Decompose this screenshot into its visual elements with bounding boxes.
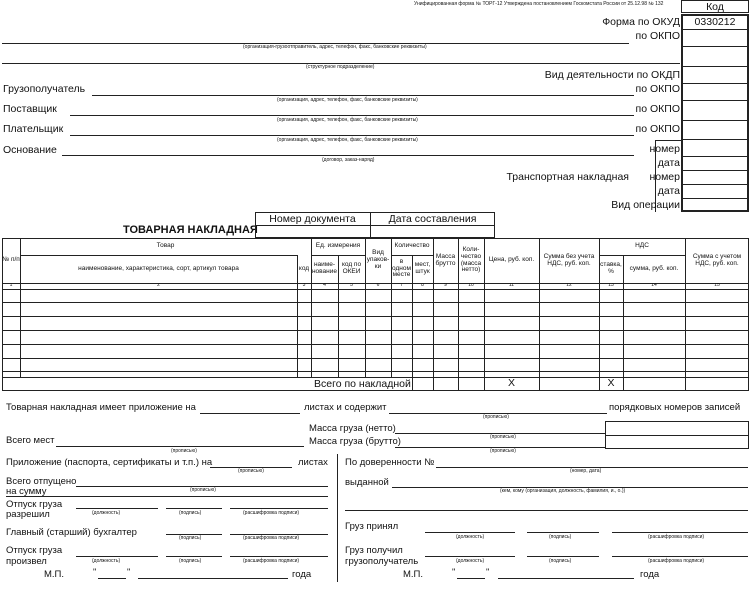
col-number: 7 (400, 283, 403, 289)
col-number: 10 (468, 283, 474, 289)
doc-date-label: Дата составления (388, 213, 477, 225)
okpo-label-1: по ОКПО (635, 30, 680, 42)
in-words-caption: (прописью) (490, 434, 516, 440)
stamp-label-right: М.П. (403, 569, 424, 580)
code-column (681, 14, 749, 212)
release-made-label-2: произвел (6, 556, 47, 567)
th-goods-code: код (298, 264, 310, 272)
position-caption: (должность) (456, 534, 485, 540)
th-price: Цена, руб. коп. (488, 256, 535, 264)
release-made-label-1: Отпуск груза (6, 545, 63, 556)
appendix-docs-label: Приложение (паспорта, сертификаты и т.п.) на (6, 457, 213, 468)
issued-label: выданной (345, 477, 389, 488)
signature-caption: (подпись) (179, 558, 202, 564)
signature-decoded-caption: (расшифровка подписи) (243, 535, 300, 541)
in-words-caption: (прописью) (490, 448, 516, 454)
th-number: № п/п (2, 256, 20, 264)
cargo-accepted-label: Груз принял (345, 521, 399, 532)
mass-net-label: Масса груза (нетто) (309, 423, 396, 434)
consignee-line (92, 95, 634, 96)
position-caption: (должность) (92, 558, 121, 564)
in-words-caption: (прописью) (238, 468, 264, 474)
col-number: 14 (651, 283, 657, 289)
th-goods-name: наименование, характеристика, сорт, артикул товара (78, 264, 239, 272)
total-label: Всего по накладной (314, 378, 411, 390)
total-released-label-2: на сумму (6, 486, 47, 497)
th-qty-in-place: в одном месте (392, 257, 411, 279)
th-vat-sum: сумма, руб. коп. (629, 264, 679, 272)
col-number: 2 (157, 283, 160, 289)
payer-caption: (организация, адрес, телефон, факс, банковские реквизиты) (277, 137, 418, 143)
th-unit: Ед. измерения (315, 242, 361, 250)
quote-open-left: " (93, 567, 97, 578)
quote-close-right: " (486, 567, 490, 578)
signature-decoded-caption: (расшифровка подписи) (243, 558, 300, 564)
th-unit-name: наиме- нование (311, 261, 338, 275)
col-number: 8 (421, 283, 424, 289)
th-mass-gross: Масса брутто (435, 252, 456, 267)
consignee-label: Грузополучатель (3, 83, 86, 95)
signature-decoded-caption: (расшифровка подписи) (243, 510, 300, 516)
cargo-received-label-1: Груз получил (345, 545, 403, 556)
year-label-left: года (292, 569, 312, 580)
col-number: 1 (9, 283, 13, 289)
col-number: 9 (444, 283, 447, 289)
code-title: Код (706, 1, 724, 13)
sheets-contains-label: листах и содержит (304, 402, 387, 413)
th-quantity: Количество (394, 242, 430, 250)
power-of-attorney-label: По доверенности № (345, 457, 435, 468)
position-caption: (должность) (456, 558, 485, 564)
okud-code: 0330212 (694, 16, 736, 28)
issued-caption: (кем, кому (организация, должность, фамилия, и., о.)) (500, 488, 626, 494)
sheets-label: листах (298, 457, 328, 468)
col-number: 3 (302, 283, 306, 289)
transport-number-label: номер (649, 171, 680, 183)
signature-decoded-caption: (расшифровка подписи) (648, 534, 705, 540)
quote-open-right: " (452, 567, 456, 578)
col-number: 4 (323, 283, 326, 289)
chief-accountant-label: Главный (старший) бухгалтер (6, 527, 137, 538)
signature-decoded-caption: (расшифровка подписи) (648, 558, 705, 564)
quote-close-left: " (127, 567, 131, 578)
basis-line (62, 155, 634, 156)
basis-label: Основание (3, 144, 57, 156)
th-qty-net: Коли- чество (масса нетто) (460, 245, 482, 274)
doc-number-label: Номер документа (269, 213, 356, 225)
signature-caption: (подпись) (179, 535, 202, 541)
th-vat-rate: ставка, % (600, 261, 622, 275)
stamp-label-left: М.П. (44, 569, 65, 580)
col-number: 13 (608, 283, 614, 289)
th-goods: Товар (156, 242, 175, 250)
th-unit-okei: код по ОКЕИ (341, 261, 362, 275)
number-date-caption: (номер, дата) (570, 468, 602, 474)
th-sum-no-vat: Сумма без учета НДС, руб. коп. (543, 252, 595, 267)
col-number: 6 (376, 283, 380, 289)
mass-gross-label: Масса груза (брутто) (309, 436, 401, 447)
okpo-label-4: по ОКПО (635, 123, 680, 135)
position-caption: (должность) (92, 510, 121, 516)
division-caption: (структурное подразделение) (306, 64, 375, 70)
payer-label: Плательщик (3, 123, 64, 135)
in-words-caption: (прописью) (483, 414, 509, 420)
th-package: Вид упаков- ки (366, 249, 390, 270)
th-qty-places: мест, штук (414, 261, 431, 275)
basis-date-label: дата (657, 157, 680, 169)
in-words-caption: (прописью) (190, 487, 216, 493)
shipper-caption: (организация-грузоотправитель, адрес, телефон, факс, банковские реквизиты) (243, 44, 427, 50)
total-released-label-1: Всего отпущено (6, 476, 77, 487)
appendix-label: Товарная накладная имеет приложение на (6, 402, 196, 413)
operation-type-label: Вид операции (611, 199, 680, 211)
basis-number-label: номер (649, 143, 680, 155)
signature-caption: (подпись) (549, 558, 572, 564)
release-allowed-label-2: разрешил (6, 509, 50, 520)
supplier-caption: (организация, адрес, телефон, факс, банковские реквизиты) (277, 117, 418, 123)
okpo-label-3: по ОКПО (635, 103, 680, 115)
col-number: 15 (714, 283, 720, 289)
code-title-box (681, 0, 749, 13)
payer-line (70, 135, 634, 136)
supplier-line (70, 115, 634, 116)
okpo-label-2: по ОКПО (635, 83, 680, 95)
total-vat-rate-x: X (607, 377, 615, 390)
supplier-label: Поставщик (3, 103, 57, 115)
th-sum-with-vat: Сумма с учетом НДС, руб. коп. (692, 252, 742, 267)
in-words-caption: (прописью) (171, 448, 197, 454)
cargo-received-label-2: грузополучатель (345, 556, 419, 567)
approval-note: Унифицированная форма № ТОРГ-12 Утверждена постановлением Госкомстата России от 25.12.98 № 132 (414, 1, 664, 7)
signature-caption: (подпись) (179, 510, 202, 516)
consignee-caption: (организация, адрес, телефон, факс, банковские реквизиты) (277, 97, 418, 103)
th-vat: НДС (635, 242, 649, 250)
total-places-label: Всего мест (6, 435, 55, 446)
records-label: порядковых номеров записей (609, 402, 741, 413)
document-title: ТОВАРНАЯ НАКЛАДНАЯ (123, 224, 258, 236)
release-allowed-label-1: Отпуск груза (6, 499, 63, 510)
transport-date-label: дата (657, 185, 680, 197)
transport-waybill-label: Транспортная накладная (506, 171, 629, 183)
col-number: 5 (350, 283, 353, 289)
total-price-x: X (507, 377, 515, 390)
year-label-right: года (640, 569, 660, 580)
basis-caption: (договор, заказ-наряд) (322, 157, 375, 163)
signature-caption: (подпись) (549, 534, 572, 540)
okdp-label: Вид деятельности по ОКДП (544, 69, 680, 81)
col-number: 11 (508, 283, 515, 289)
forma-okud-label: Форма по ОКУД (602, 16, 680, 28)
col-number: 12 (566, 283, 572, 289)
